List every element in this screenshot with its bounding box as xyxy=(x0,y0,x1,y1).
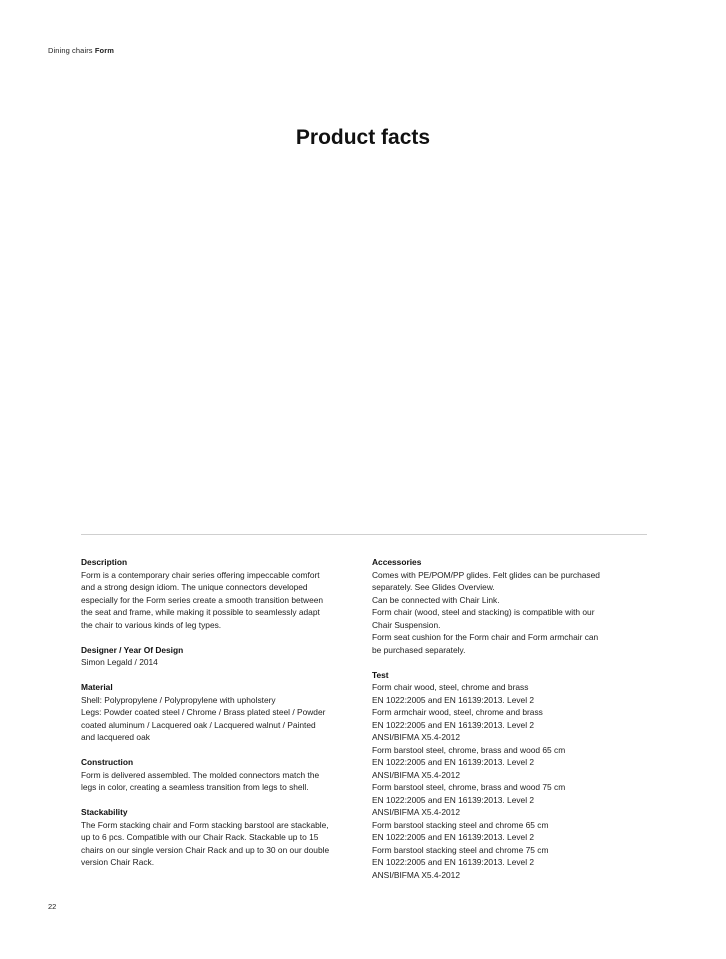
section-heading: Accessories xyxy=(372,557,422,567)
breadcrumb-product: Form xyxy=(94,46,114,55)
section-text-line: Form is delivered assembled. The molded connectors match the xyxy=(81,769,320,780)
section-text-line: separately. See Glides Overview. xyxy=(372,582,495,592)
section-text-line: Chair Suspension. xyxy=(372,619,441,630)
section-text-line: Form chair wood, steel, chrome and brass xyxy=(372,682,529,692)
section-heading: Construction xyxy=(81,757,134,767)
section-construction xyxy=(81,756,356,794)
section-text-line: EN 1022:2005 and EN 16139:2013. Level 2 xyxy=(372,757,535,767)
section-text-line: up to 6 pcs. Compatible with our Chair Rack. Stackable up to 15 xyxy=(81,832,319,842)
section-text-line: Can be connected with Chair Link. xyxy=(372,594,500,605)
section-text-line: Form barstool steel, chrome, brass and wood 75 cm xyxy=(372,782,566,792)
section-text-line: Form is a contemporary chair series offering impeccable comfort xyxy=(81,569,320,580)
section-text-line: legs in color, creating a seamless transition from legs to shell. xyxy=(81,782,309,792)
left-column xyxy=(81,556,356,881)
page-title: Product facts xyxy=(295,126,431,149)
section-text-line: Form seat cushion for the Form chair and Form armchair can xyxy=(372,632,599,642)
section-text-line: be purchased separately. xyxy=(372,644,466,655)
section-heading: Material xyxy=(81,682,113,692)
section-text-line: Comes with PE/POM/PP glides. Felt glides can be purchased xyxy=(372,569,600,580)
right-column xyxy=(372,556,644,894)
section-description xyxy=(81,556,356,631)
section-text-line: Legs: Powder coated steel / Chrome / Brass plated steel / Powder xyxy=(81,707,326,717)
section-text-line: EN 1022:2005 and EN 16139:2013. Level 2 xyxy=(372,832,535,842)
section-heading: Designer / Year Of Design xyxy=(81,644,184,655)
section-text-line: chairs on our single version Chair Rack and up to 30 on our double xyxy=(81,844,330,855)
section-text-line: EN 1022:2005 and EN 16139:2013. Level 2 xyxy=(372,857,535,867)
breadcrumb-category: Dining chairs xyxy=(48,46,93,55)
page-number: 22 xyxy=(48,902,57,911)
section-text-line: the chair to various kinds of leg types. xyxy=(81,619,222,630)
section-text-line: Form barstool steel, chrome, brass and wood 65 cm xyxy=(372,744,566,755)
section-text-line: especially for the Form series create a smooth transition between xyxy=(81,594,324,605)
section-text-line: The Form stacking chair and Form stacking barstool are stackable, xyxy=(81,819,329,830)
section-text-line: ANSI/BIFMA X5.4-2012 xyxy=(372,732,460,742)
section-text-line: EN 1022:2005 and EN 16139:2013. Level 2 xyxy=(372,794,535,805)
section-text-line: Form barstool stacking steel and chrome 75 cm xyxy=(372,844,549,855)
section-material xyxy=(81,681,356,744)
section-text-line: version Chair Rack. xyxy=(81,857,155,867)
section-text-line: ANSI/BIFMA X5.4-2012 xyxy=(372,807,460,817)
section-stackability xyxy=(81,806,356,869)
section-text-line: Form barstool stacking steel and chrome 65 cm xyxy=(372,819,549,830)
section-text-line: ANSI/BIFMA X5.4-2012 xyxy=(372,769,460,780)
section-text-line: Shell: Polypropylene / Polypropylene with upholstery xyxy=(81,694,276,705)
section-divider xyxy=(81,534,647,535)
section-test xyxy=(372,669,644,882)
section-text-line: coated aluminum / Lacquered oak / Lacquered walnut / Painted xyxy=(81,719,316,730)
section-text-line: EN 1022:2005 and EN 16139:2013. Level 2 xyxy=(372,694,535,705)
section-heading: Description xyxy=(81,557,128,567)
section-text-line: Form chair (wood, steel and stacking) is compatible with our xyxy=(372,607,595,617)
section-text-line: ANSI/BIFMA X5.4-2012 xyxy=(372,869,460,880)
section-designer-year-of-design xyxy=(81,644,356,669)
breadcrumb xyxy=(48,46,114,55)
section-heading: Test xyxy=(372,669,389,680)
section-text-line: and a strong design idiom. The unique connectors developed xyxy=(81,582,308,592)
section-text-line: the seat and frame, while making it possible to seamlessly adapt xyxy=(81,607,320,617)
section-text-line: and lacquered oak xyxy=(81,732,150,742)
section-heading: Stackability xyxy=(81,807,128,817)
section-accessories xyxy=(372,556,644,656)
section-text-line: Form armchair wood, steel, chrome and brass xyxy=(372,707,543,717)
section-text-line: EN 1022:2005 and EN 16139:2013. Level 2 xyxy=(372,719,535,730)
section-text-line: Simon Legald / 2014 xyxy=(81,657,158,667)
